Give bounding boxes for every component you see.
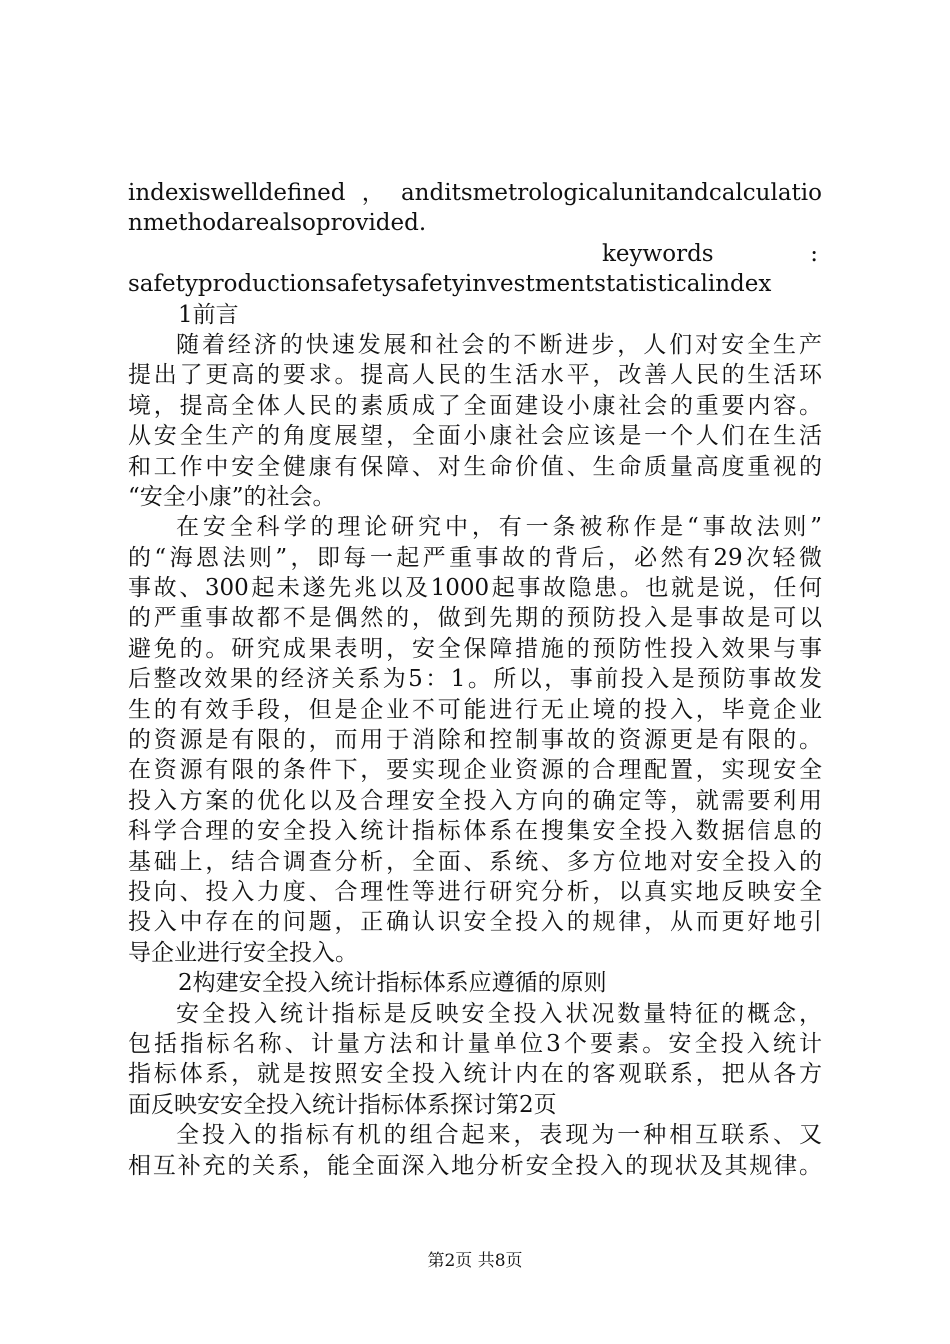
paragraph-line: 的资源是有限的，而用于消除和控制事故的资源更是有限的。 <box>128 727 822 754</box>
paragraph-line: 基础上，结合调查分析，全面、系统、多方位地对安全投入的 <box>128 848 822 875</box>
paragraph-line: 投入中存在的问题，正确认识安全投入的规律，从而更好地引 <box>128 909 822 936</box>
paragraph-line: 后整改效果的经济关系为5：1。所以，事前投入是预防事故发 <box>128 666 822 693</box>
paragraph-line: 投入方案的优化以及合理安全投入方向的确定等，就需要利用 <box>128 787 822 814</box>
document-body <box>128 178 822 1181</box>
paragraph-line: 投向、投入力度、合理性等进行研究分析，以真实地反映安全 <box>128 878 822 905</box>
keywords-colon: : <box>810 240 818 267</box>
paragraph-line: 和工作中安全健康有保障、对生命价值、生命质量高度重视的 <box>128 453 822 480</box>
paragraph-line: 导企业进行安全投入。 <box>128 939 358 966</box>
paragraph-line: 境，提高全体人民的素质成了全面建设小康社会的重要内容。 <box>128 392 822 419</box>
abstract-line: indexiswelldefined，anditsmetrologicalunitandcalculatio <box>128 180 822 206</box>
keywords-label: keywords <box>602 240 714 267</box>
paragraph-line: 的严重事故都不是偶然的，做到先期的预防投入是事故是可以 <box>128 605 822 632</box>
abstract-line: nmethodarealsoprovided. <box>128 210 427 237</box>
paragraph-line: “安全小康”的社会。 <box>128 483 336 510</box>
paragraph-line: 提出了更高的要求。提高人民的生活水平，改善人民的生活环 <box>128 362 822 389</box>
keywords-value: safetyproductionsafetysafetyinvestmentstatisticalindex <box>128 271 772 298</box>
paragraph-line: 科学合理的安全投入统计指标体系在搜集安全投入数据信息的 <box>128 818 822 845</box>
keywords-label-row <box>128 239 822 269</box>
page-footer: 第2页 共8页 <box>427 1251 523 1271</box>
paragraph-line: 在资源有限的条件下，要实现企业资源的合理配置，实现安全 <box>128 757 822 784</box>
paragraph-line: 避免的。研究成果表明，安全保障措施的预防性投入效果与事 <box>128 635 822 662</box>
paragraph-line: 包括指标名称、计量方法和计量单位3个要素。安全投入统计 <box>128 1030 822 1057</box>
paragraph-line: 面反映安安全投入统计指标体系探讨第2页 <box>128 1091 557 1118</box>
paragraph-line: 在安全科学的理论研究中，有一条被称作是“事故法则” <box>176 514 822 541</box>
section-heading-2: 2构建安全投入统计指标体系应遵循的原则 <box>178 970 607 997</box>
paragraph-line: 的“海恩法则”，即每一起严重事故的背后，必然有29次轻微 <box>128 544 822 571</box>
paragraph-line: 随着经济的快速发展和社会的不断进步，人们对安全生产 <box>176 331 822 358</box>
paragraph-line: 从安全生产的角度展望，全面小康社会应该是一个人们在生活 <box>128 423 822 450</box>
paragraph-line: 全投入的指标有机的组合起来，表现为一种相互联系、又 <box>176 1122 822 1149</box>
paragraph-line: 生的有效手段，但是企业不可能进行无止境的投入，毕竟企业 <box>128 696 822 723</box>
section-heading-1: 1前言 <box>178 301 239 328</box>
paragraph-line: 事故、300起未遂先兆以及1000起事故隐患。也就是说，任何 <box>128 575 822 602</box>
paragraph-line: 相互补充的关系，能全面深入地分析安全投入的现状及其规律。 <box>128 1152 822 1179</box>
paragraph-line: 指标体系，就是按照安全投入统计内在的客观联系，把从各方 <box>128 1061 822 1088</box>
paragraph-line: 安全投入统计指标是反映安全投入状况数量特征的概念， <box>176 1000 822 1027</box>
